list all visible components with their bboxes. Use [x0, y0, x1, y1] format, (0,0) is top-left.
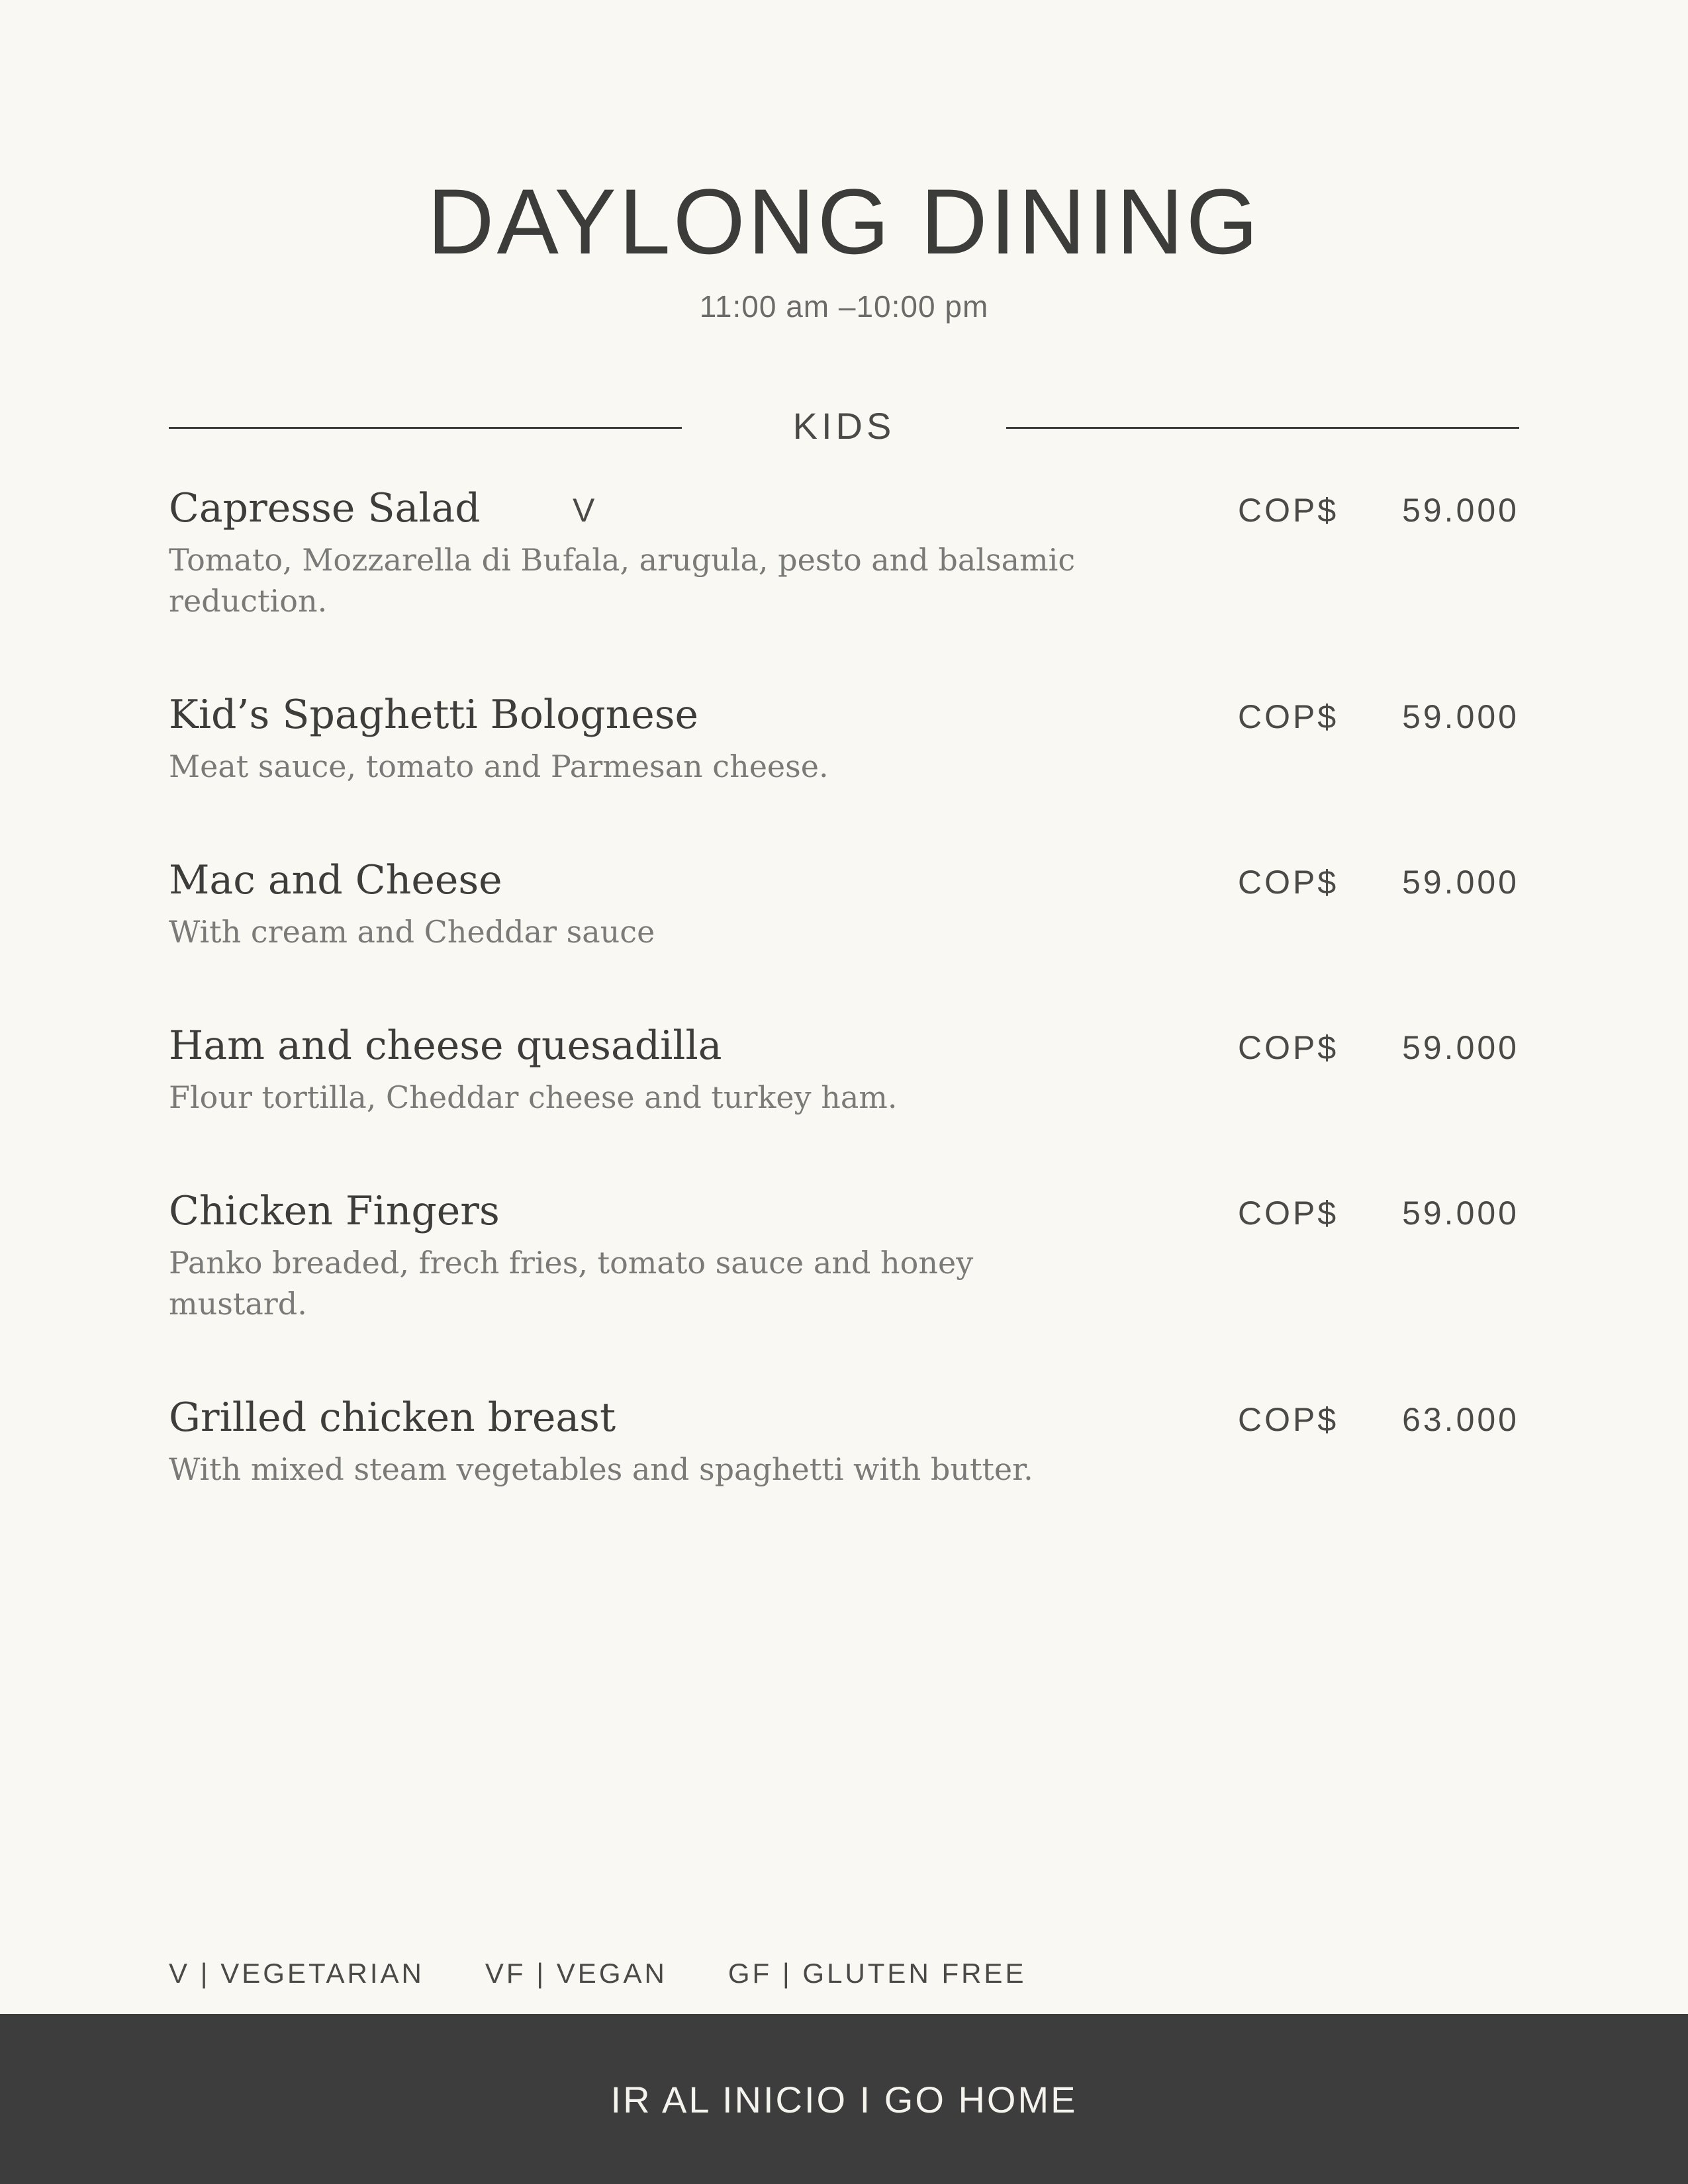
section-divider-right — [1006, 427, 1519, 429]
menu-item — [169, 1186, 1519, 1332]
page-title: DAYLONG DINING — [427, 169, 1261, 273]
menu-item-description: With mixed steam vegetables and spaghetti with butter. — [169, 1451, 1033, 1487]
menu-item-currency: COP$ — [1238, 1195, 1339, 1232]
menu-item-description: Meat sauce, tomato and Parmesan cheese. — [169, 749, 829, 784]
menu-item-price: 59.000 — [1402, 1029, 1519, 1066]
menu-item-price: 59.000 — [1402, 698, 1519, 735]
footer-bar — [0, 2014, 1688, 2184]
menu-item-name: Grilled chicken breast — [169, 1394, 616, 1441]
menu-item-currency: COP$ — [1238, 1029, 1339, 1066]
menu-item — [169, 483, 1519, 629]
legend-gluten-free: GF | GLUTEN FREE — [727, 1958, 1027, 1989]
menu-item-description: Panko breaded, frech fries, tomato sauce and honey mustard. — [169, 1245, 974, 1322]
section-title: KIDS — [792, 405, 896, 447]
menu-item-price: 59.000 — [1402, 492, 1519, 529]
menu-item-currency: COP$ — [1238, 1401, 1339, 1438]
menu-item-currency: COP$ — [1238, 492, 1339, 529]
menu-item-name: Kid’s Spaghetti Bolognese — [169, 692, 699, 738]
menu-item-description: Flour tortilla, Cheddar cheese and turkey ham. — [169, 1079, 898, 1115]
menu-item-currency: COP$ — [1238, 698, 1339, 735]
menu-item-name: Mac and Cheese — [169, 857, 502, 903]
menu-item-name: Chicken Fingers — [169, 1188, 500, 1234]
legend-vegan: VF | VEGAN — [485, 1958, 667, 1989]
menu-item-description: Tomato, Mozzarella di Bufala, arugula, pesto and balsamic reduction. — [169, 542, 1076, 619]
menu-item-price: 59.000 — [1402, 1195, 1519, 1232]
menu-item-name: Ham and cheese quesadilla — [169, 1023, 722, 1069]
menu-item — [169, 855, 1519, 961]
go-home-link[interactable]: IR AL INICIO I GO HOME — [610, 2079, 1078, 2120]
menu-item — [169, 1392, 1519, 1498]
menu-item — [169, 1021, 1519, 1126]
diet-legend — [169, 1956, 1026, 1991]
menu-item-currency: COP$ — [1238, 864, 1339, 901]
menu-item-description: With cream and Cheddar sauce — [169, 914, 655, 950]
menu-item-price: 63.000 — [1402, 1401, 1519, 1438]
opening-hours: 11:00 am –10:00 pm — [699, 289, 989, 324]
menu-item-diet-tag: V — [573, 492, 596, 529]
menu-item-price: 59.000 — [1402, 864, 1519, 901]
menu-item — [169, 690, 1519, 796]
legend-vegetarian: V | VEGETARIAN — [169, 1958, 424, 1989]
menu-item-name: Capresse Salad — [169, 485, 481, 531]
